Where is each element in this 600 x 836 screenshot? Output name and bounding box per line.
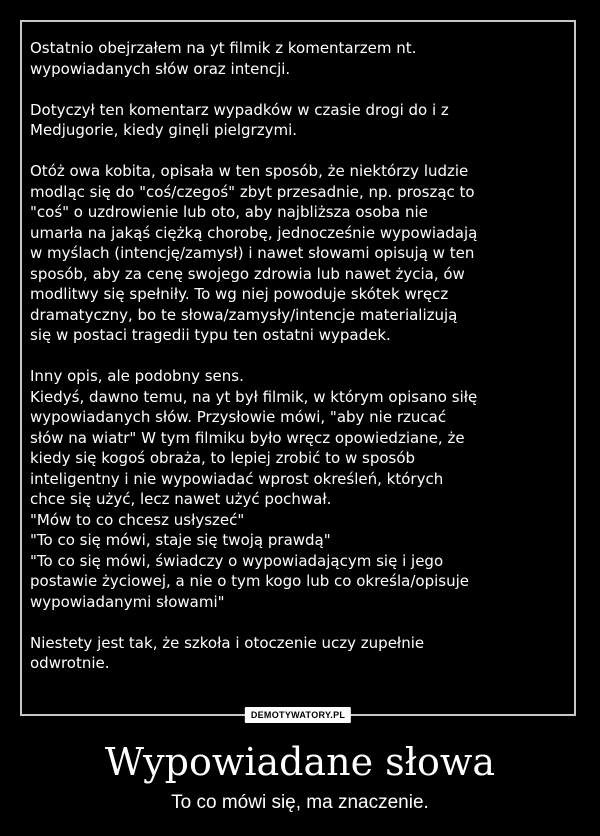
poster-subtitle: To co mówi się, ma znaczenie. <box>171 792 429 813</box>
paragraph: Dotyczył ten komentarz wypadków w czasie drogi do i z Medjugorie, kiedy ginęli pielgrzymi. <box>30 100 449 139</box>
watermark-logo: DEMOTYWATORY.PL <box>245 707 351 723</box>
paragraph: Niestety jest tak, że szkoła i otoczenie uczy zupełnie odwrotnie. <box>30 633 425 672</box>
poster-frame <box>20 20 576 720</box>
paragraph: Inny opis, ale podobny sens. Kiedyś, dawno temu, na yt był filmik, w którym opisano siłę wypowiadanych słów. Przysłowie mówi, "aby nie rzucać słów na wiatr" W tym filmiku było wręcz opowiedziane, że kiedy się kogoś obraża, to lepiej zrobić to w sposób inteligentny i nie wypowiadać wprost określeń, których chce się użyć, lecz nawet użyć pochwał. "Mów to co chcesz usłyszeć" "To co się mówi, staje się twoją prawdą" "To co się mówi, świadczy o wypowiadającym się i jego postawie życiowej, a nie o tym kogo lub co określa/opisuje wypowiadanymi słowami" <box>30 367 478 611</box>
poster-text <box>30 38 574 674</box>
paragraph: Ostatnio obejrzałem na yt filmik z komentarzem nt. wypowiadanych słów oraz intencji. <box>30 39 417 78</box>
paragraph: Otóż owa kobita, opisała w ten sposób, że niektórzy ludzie modląc się do "coś/czegoś" zbyt przesadnie, np. prosząc to "coś" o uzdrowienie lub oto, aby najbliższa osoba nie umarła na jakąś ciężką chorobę, jednocześnie wypowiadają w myślach (intencję/zamysł) i nawet słowami opisują w ten sposób, aby za cenę swojego zdrowia lub nawet życia, ów modlitwy się spełniły. To wg niej powoduje skótek wręcz dramatyczny, bo te słowa/zamysły/intencje materializują się w postaci tragedii typu ten ostatni wypadek. <box>30 162 478 344</box>
poster-title: Wypowiadane słowa <box>104 740 496 784</box>
